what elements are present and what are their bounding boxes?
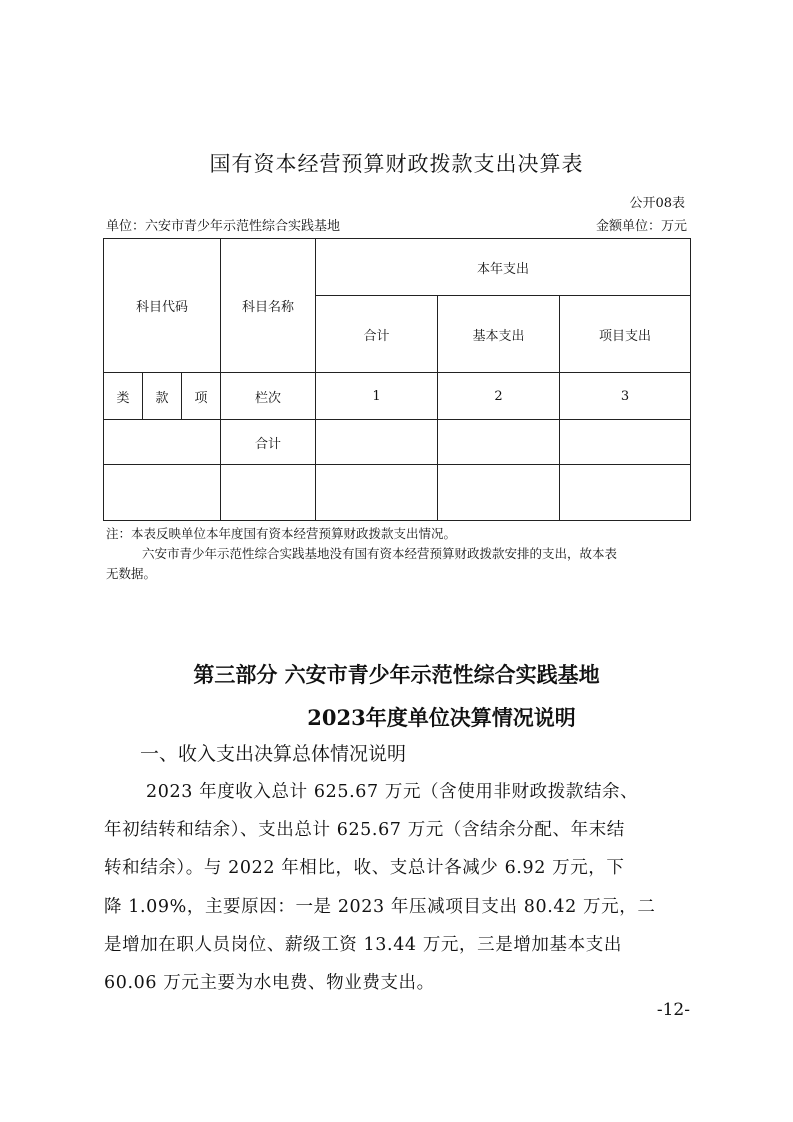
column-number-2: 2 — [438, 373, 560, 420]
body-line-1: 2023 年度收入总计 625.67 万元（含使用非财政拨款结余、 — [146, 782, 639, 802]
section-header: 款 — [143, 373, 182, 420]
unit-label: 单位：六安市青少年示范性综合实践基地 — [106, 219, 341, 234]
subject-code-header: 科目代码 — [104, 239, 221, 373]
total-row-project-cell — [560, 420, 691, 465]
empty-row-project-cell — [560, 465, 691, 521]
form-number: 公开08表 — [629, 196, 685, 211]
column-number-1: 1 — [316, 373, 438, 420]
part-title: 第三部分 六安市青少年示范性综合实践基地 — [193, 662, 600, 687]
table-title: 国有资本经营预算财政拨款支出决算表 — [209, 152, 584, 176]
empty-row-code-cell — [104, 465, 221, 521]
page-number: -12- — [656, 1000, 690, 1020]
total-row-basic-cell — [438, 420, 560, 465]
table-note-line-1: 注：本表反映单位本年度国有资本经营预算财政拨款支出情况。 — [106, 526, 457, 541]
category-header: 类 — [104, 373, 143, 420]
empty-row-basic-cell — [438, 465, 560, 521]
body-line-4: 降 1.09%，主要原因：一是 2023 年压减项目支出 80.42 万元，二 — [104, 897, 656, 917]
table-note-line-2: 六安市青少年示范性综合实践基地没有国有资本经营预算财政拨款安排的支出，故本表 — [142, 546, 618, 561]
column-label: 栏次 — [221, 373, 316, 420]
part-subtitle: 2023年度单位决算情况说明 — [307, 705, 576, 730]
column-number-3: 3 — [560, 373, 691, 420]
amount-unit-label: 金额单位：万元 — [595, 219, 687, 234]
subject-name-header: 科目名称 — [221, 239, 316, 373]
body-line-3: 转和结余）。与 2022 年相比，收、支总计各减少 6.92 万元，下 — [104, 858, 625, 878]
item-header: 项 — [182, 373, 221, 420]
empty-row-total-cell — [316, 465, 438, 521]
current-year-expense-header: 本年支出 — [316, 239, 691, 296]
body-line-6: 60.06 万元主要为水电费、物业费支出。 — [104, 973, 435, 993]
total-row-code-cell — [104, 420, 221, 465]
body-line-2: 年初结转和结余）、支出总计 625.67 万元（含结余分配、年末结 — [104, 820, 625, 840]
project-expense-header: 项目支出 — [560, 296, 691, 373]
total-row-total-cell — [316, 420, 438, 465]
expense-table — [103, 238, 691, 521]
total-header: 合计 — [316, 296, 438, 373]
empty-row-name-cell — [221, 465, 316, 521]
body-line-5: 是增加在职人员岗位、薪级工资 13.44 万元，三是增加基本支出 — [104, 935, 622, 955]
table-note-line-3: 无数据。 — [106, 566, 157, 581]
total-row-label: 合计 — [221, 420, 316, 465]
section-heading: 一、收入支出决算总体情况说明 — [140, 743, 407, 765]
basic-expense-header: 基本支出 — [438, 296, 560, 373]
